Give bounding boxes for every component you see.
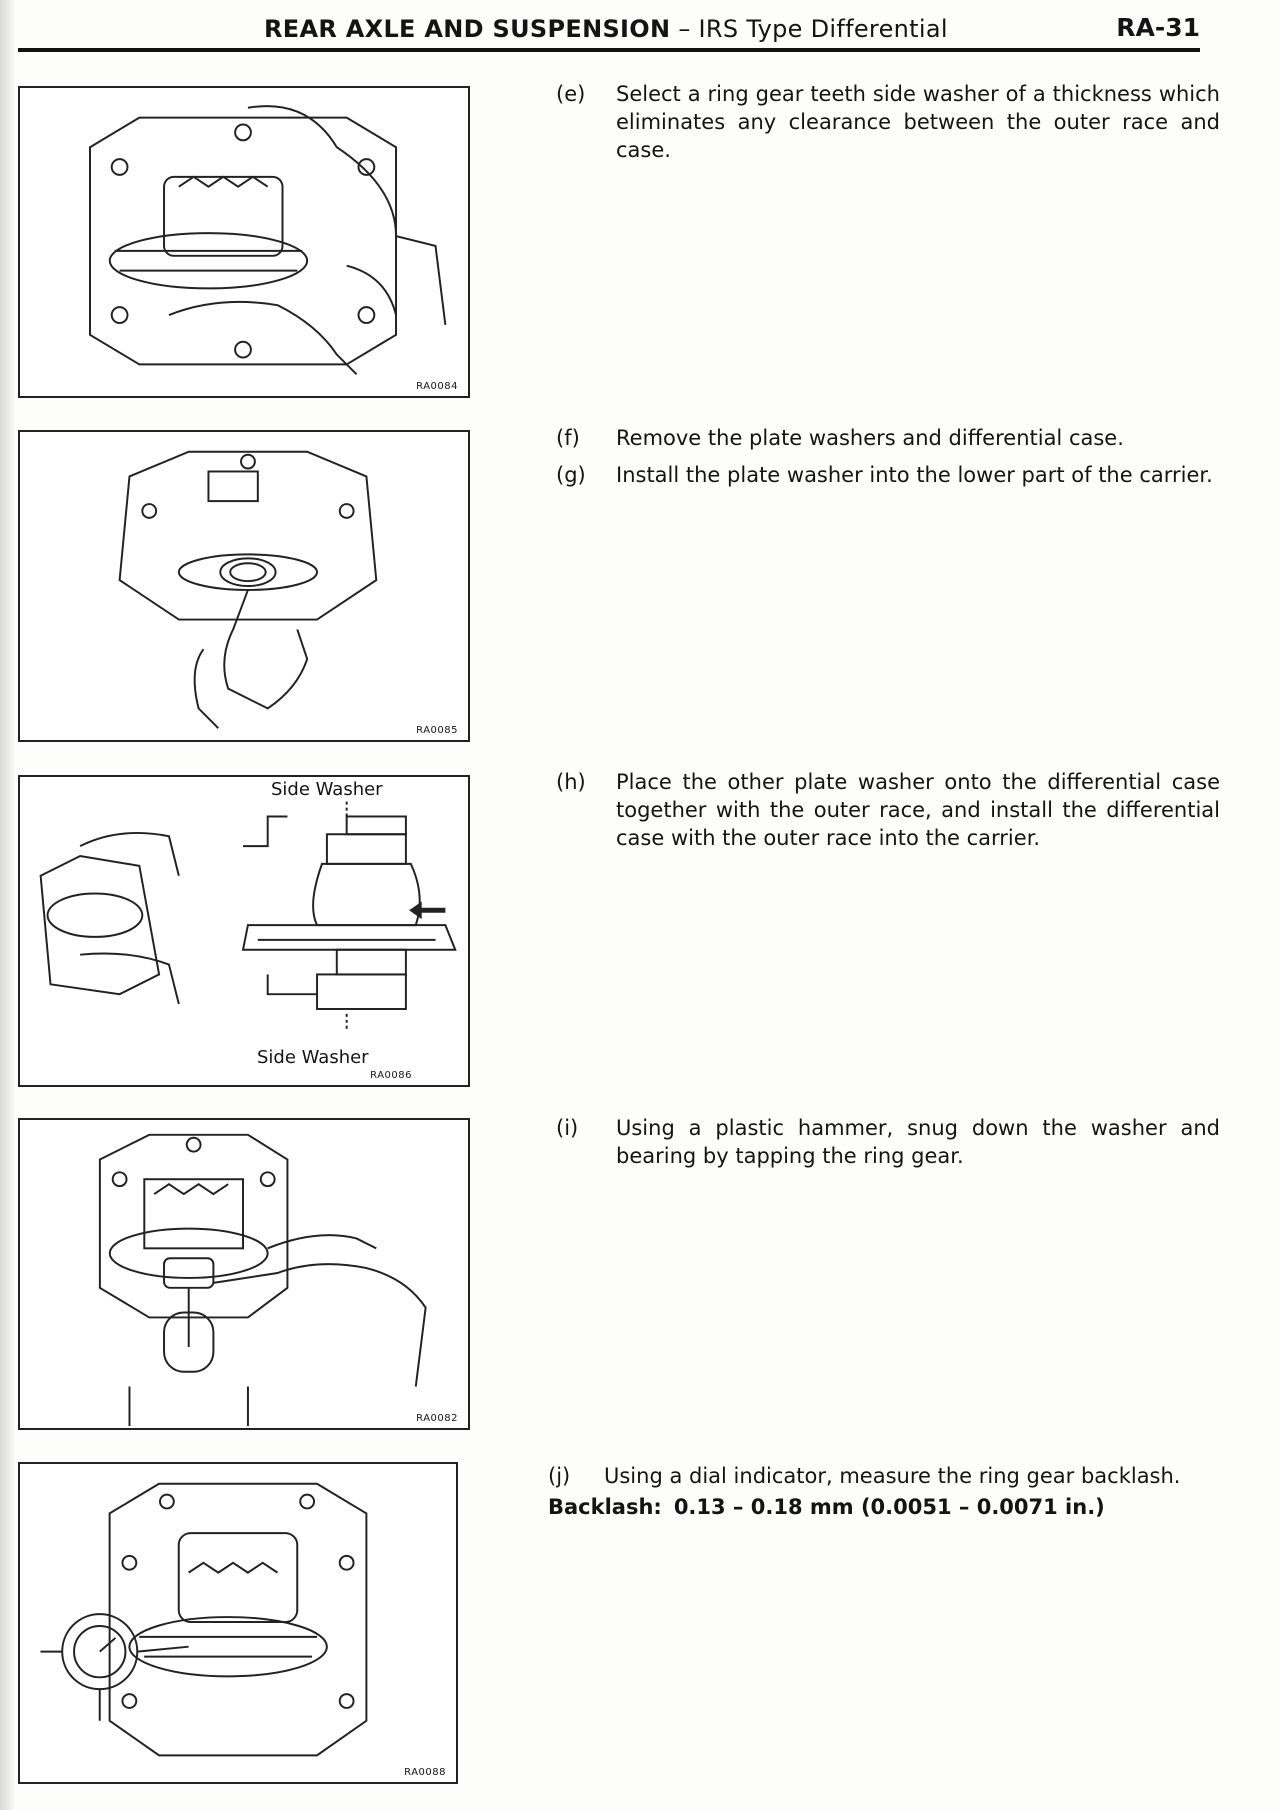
step-j: [548, 1462, 1220, 1490]
page-header: [18, 12, 1200, 52]
step-letter: (i): [556, 1116, 579, 1140]
step-text: Place the other plate washer onto the differential case together with the outer race, and install the differential case with the outer race into the carrier.: [616, 770, 1220, 850]
step-text: Install the plate washer into the lower part of the carrier.: [616, 463, 1213, 487]
backlash-spec: [548, 1495, 1105, 1519]
figure-code: RA0085: [416, 725, 458, 736]
figure-label-side-washer-top: Side Washer: [271, 779, 383, 800]
title-subsection: – IRS Type Differential: [670, 15, 948, 43]
figure-ra0088-illustration: [20, 1464, 456, 1782]
figure-ra0084-illustration: [20, 88, 468, 396]
step-letter: (h): [556, 770, 586, 794]
figure-ra0085: [18, 430, 470, 742]
step-i: [556, 1114, 1220, 1170]
figure-ra0086: [18, 775, 470, 1087]
figure-code: RA0082: [416, 1413, 458, 1424]
step-f: [556, 424, 1220, 452]
page-title: [264, 15, 948, 43]
step-letter: (f): [556, 426, 580, 450]
step-text: Select a ring gear teeth side washer of a thickness which eliminates any clearance between the outer race and case.: [616, 82, 1220, 162]
spec-label: Backlash:: [548, 1495, 662, 1519]
figure-ra0084: [18, 86, 470, 398]
figure-label-side-washer-bottom: Side Washer: [257, 1047, 369, 1068]
step-h: [556, 768, 1220, 852]
step-text: Remove the plate washers and differential case.: [616, 426, 1124, 450]
step-e: [556, 80, 1220, 164]
figure-ra0085-illustration: [20, 432, 468, 740]
spec-value: 0.13 – 0.18 mm (0.0051 – 0.0071 in.): [673, 1495, 1105, 1519]
page-number: RA-31: [1116, 13, 1200, 42]
step-text: Using a dial indicator, measure the ring gear backlash.: [604, 1464, 1181, 1488]
title-section: REAR AXLE AND SUSPENSION: [264, 15, 671, 43]
step-letter: (g): [556, 463, 586, 487]
figure-ra0088: [18, 1462, 458, 1784]
page-binding-edge: [0, 0, 14, 1810]
step-g: [556, 461, 1220, 489]
step-text: Using a plastic hammer, snug down the washer and bearing by tapping the ring gear.: [616, 1116, 1220, 1168]
step-letter: (e): [556, 82, 586, 106]
figure-code: RA0086: [370, 1070, 412, 1081]
figure-ra0082-illustration: [20, 1120, 468, 1428]
figure-ra0082: [18, 1118, 470, 1430]
step-letter: (j): [548, 1464, 571, 1488]
figure-code: RA0084: [416, 381, 458, 392]
figure-code: RA0088: [404, 1767, 446, 1778]
figure-ra0086-illustration: [20, 777, 468, 1085]
